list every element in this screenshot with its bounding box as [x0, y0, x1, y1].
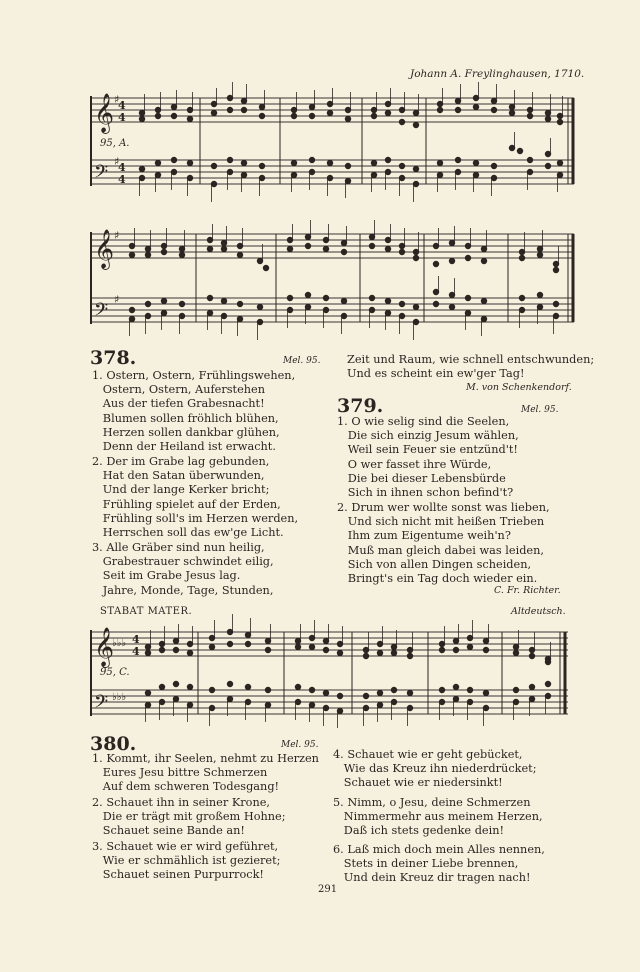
music-system-3 [90, 616, 580, 734]
tune-origin: Altdeutsch. [511, 606, 566, 617]
hymn-number-379: 379. [337, 395, 384, 417]
tune-label-95c: 95, C. [100, 667, 130, 678]
tune-label-95a: 95, A. [100, 138, 130, 149]
stanza-378-3-continuation: Zeit und Raum, wie schnell entschwunden; Und es scheint ein ew'ger Tag! [347, 353, 595, 381]
svg-text:𝄢: 𝄢 [94, 300, 109, 325]
melody-ref-379: Mel. 95. [521, 405, 559, 415]
tune-title-stabat-mater: STABAT MATER. [100, 606, 193, 617]
melody-ref-380: Mel. 95. [281, 740, 319, 750]
svg-text:4: 4 [118, 161, 126, 174]
hymn-number-378: 378. [90, 347, 137, 369]
stanza-378-2: 2. Der im Grabe lag gebunden, Hat den Satan überwunden, Und der lange Kerker bricht; Frühling spielet auf der Erden, Frühling soll's im Herzen werden, Herrschen soll das ew'ge Licht. [92, 455, 299, 540]
svg-text:♯: ♯ [114, 293, 120, 306]
svg-text:4: 4 [118, 173, 126, 186]
svg-text:𝄞: 𝄞 [94, 627, 115, 667]
svg-text:4: 4 [118, 99, 126, 112]
stanza-380-6: 6. Laß mich doch mein Alles nennen, Stets in deiner Liebe brennen, Und dein Kreuz dir tragen nach! [333, 843, 545, 885]
stanza-379-2: 2. Drum wer wollte sonst was lieben, Und sich nicht mit heißen Trieben Ihm zum Eigentume weih'n? Muß man gleich dabei was leiden, Sich von allen Dingen scheiden, Bringt's ein Tag doch wieder ein. [337, 501, 550, 586]
svg-text:𝄢: 𝄢 [94, 692, 109, 717]
svg-text:♭♭♭: ♭♭♭ [112, 692, 127, 703]
svg-text:♯: ♯ [114, 155, 120, 168]
svg-text:𝄞: 𝄞 [94, 93, 115, 133]
page-number: 291 [318, 884, 338, 895]
composer-credit: Johann A. Freylinghausen, 1710. [410, 68, 585, 80]
stanza-379-1: 1. O wie selig sind die Seelen, Die sich einzig Jesum wählen, Weil sein Feuer sie entzünd't! O wer fasset ihre Würde, Die bei dieser Lebensbürde Sich in ihnen schon befind't? [337, 415, 519, 500]
svg-text:𝄢: 𝄢 [94, 162, 109, 187]
author-379: C. Fr. Richter. [494, 585, 561, 596]
stanza-380-4: 4. Schauet wie er geht gebücket, Wie das Kreuz ihn niederdrücket; Schauet wie er niedersinkt! [333, 748, 537, 790]
svg-text:♭♭♭: ♭♭♭ [112, 638, 127, 649]
author-378: M. von Schenkendorf. [466, 382, 572, 393]
hymn-number-380: 380. [90, 733, 137, 755]
svg-text:𝄞: 𝄞 [94, 229, 115, 269]
svg-text:♯: ♯ [114, 93, 120, 106]
svg-text:4: 4 [132, 645, 140, 658]
stanza-380-5: 5. Nimm, o Jesu, deine Schmerzen Nimmermehr aus meinem Herzen, Daß ich stets gedenke dein! [333, 796, 543, 838]
svg-text:4: 4 [118, 111, 126, 124]
stanza-378-1: 1. Ostern, Ostern, Frühlingswehen, Ostern, Ostern, Auferstehen Aus der tiefen Grabesnacht! Blumen sollen fröhlich blühen, Herzen sollen dankbar glühen, Denn der Heiland ist erwacht. [92, 369, 296, 454]
stanza-380-1: 1. Kommt, ihr Seelen, nehmt zu Herzen Eures Jesu bittre Schmerzen Auf dem schweren Todesgang! [92, 752, 319, 794]
music-system-1 [90, 88, 580, 208]
stanza-378-3: 3. Alle Gräber sind nun heilig, Grabestrauer schwindet eilig, Seit im Grabe Jesus lag. Jahre, Monde, Tage, Stunden, [92, 541, 274, 597]
stanza-380-2: 2. Schauet ihn in seiner Krone, Die er trägt mit großem Hohne; Schauet seine Bande an! [92, 796, 286, 838]
svg-text:♯: ♯ [114, 229, 120, 242]
svg-text:4: 4 [132, 633, 140, 646]
melody-ref-378: Mel. 95. [283, 356, 321, 366]
music-system-2 [90, 224, 580, 344]
stanza-380-3: 3. Schauet wie er wird geführet, Wie er schmählich ist gezieret; Schauet seinen Purpurrock! [92, 840, 281, 882]
